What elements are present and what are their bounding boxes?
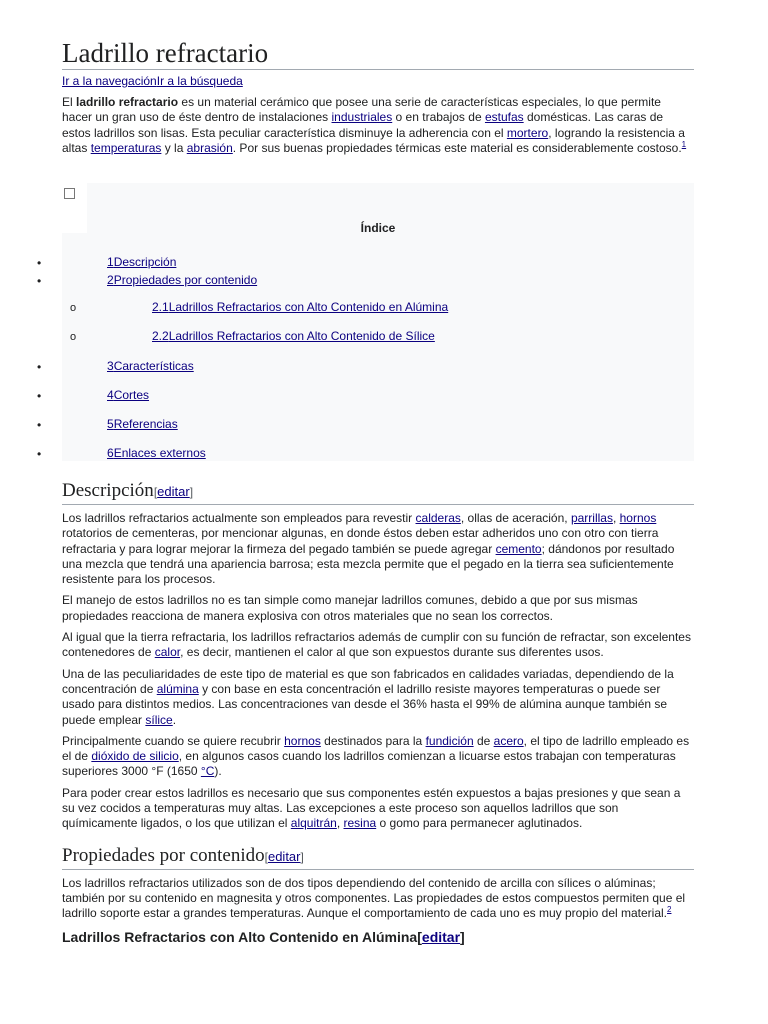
toc-bullet: • [37,256,42,270]
jump-links [62,74,694,89]
toc-item-cortes[interactable]: 4Cortes [107,388,150,402]
intro-text: o en trabajos de [392,110,485,125]
toc-item-alumina[interactable]: 2.1Ladrillos Refractarios con Alto Contenido en Alúmina [152,300,449,314]
section-heading-descripcion [62,479,694,505]
toc-item-propiedades[interactable]: 2Propiedades por contenido [107,273,258,287]
article-content [62,0,694,156]
link-calor[interactable]: calor [154,645,181,660]
intro-text: domésticas. Las caras de estos ladrillos son lisas. Esta peculiar característica disminuye la adherencia con el [62,110,664,140]
link-parrillas[interactable]: parrillas [570,511,613,525]
intro-bold-term: ladrillo refractario [76,95,179,109]
toc-bullet: • [37,418,42,432]
toc-title: Índice [360,221,396,235]
reference-link-1[interactable]: 1 [681,139,687,149]
toc-item-caracteristicas[interactable]: 3Características [107,359,194,373]
section-heading-text: Descripción [62,480,154,501]
intro-text: El [62,95,77,109]
edit-section: [editar] [417,928,465,945]
link-alquitran[interactable]: alquitrán [290,816,337,831]
link-fundicion[interactable]: fundición [425,733,474,748]
link-dioxido-de-silicio[interactable]: dióxido de silicio [91,749,179,764]
intro-text: . Por sus buenas propiedades térmicas este material es considerablemente costoso. [232,140,682,155]
link-mortero[interactable]: mortero [506,125,549,140]
intro-text: , logrando la resistencia a altas [62,125,685,155]
subsection-heading-text: Ladrillos Refractarios con Alto Contenido en Alúmina [62,928,418,945]
edit-link[interactable]: editar [267,848,301,864]
link-industriales[interactable]: industriales [331,110,393,125]
toc-toggle-checkbox[interactable] [64,188,75,199]
paragraph: Para poder crear estos ladrillos es necesario que sus componentes estén expuestos a bajas presiones y que sean a su vez cocidos a temperaturas muy altas. Las excepciones a este proceso son aquellos ladrillos que son químicamente ligados, o los que utilizan el alquitrán, resina o gomo para permanecer aglutinados. [62,785,681,831]
toc-item-enlaces[interactable]: 6Enlaces externos [107,446,206,460]
link-acero[interactable]: acero [493,733,524,748]
toc-item-descripcion[interactable]: 1Descripción [107,255,177,269]
toc-item-silice[interactable]: 2.2Ladrillos Refractarios con Alto Contenido de Sílice [152,329,435,343]
paragraph: Principalmente cuando se quiere recubrir hornos destinados para la fundición de acero, el tipo de ladrillo empleado es el de dióxido de silicio, en algunos casos cuando los ladrillos comienzan a licuarse estos trabajan con temperaturas superiores 3000 °F (1650 °C). [62,733,690,779]
intro-text: es un material cerámico que posee una serie de características especiales, lo que permite hacer un gran uso de éste dentro de instalaciones [62,95,661,125]
reference-link-2[interactable]: 2 [667,905,672,915]
edit-section: [editar] [153,484,194,499]
jump-to-navigation-link[interactable]: Ir a la navegación [62,74,157,88]
section-heading-propiedades [62,844,694,870]
toc-bullet: • [37,447,42,461]
paragraph: Una de las peculiaridades de este tipo de material es que son fabricados en calidades variadas, dependiendo de la concentración de alúmina y con base en esta concentración el ladrillo resiste mayores temperaturas o puede ser usado para distintos medios. Las concentraciones van desde el 36% hasta el 99% de alúmina aunque también se puede emplear sílice. [62,666,674,727]
intro-text: y la [161,140,187,155]
toc-sub-bullet: o [70,331,77,343]
link-calderas[interactable]: calderas [415,511,461,525]
toc-item-referencias[interactable]: 5Referencias [107,417,178,431]
section-heading-text: Propiedades por contenido [62,844,265,866]
subsection-heading-alumina [62,928,694,946]
link-temperaturas[interactable]: temperaturas [90,140,162,155]
paragraph: El manejo de estos ladrillos no es tan simple como manejar ladrillos comunes, debido a que por sus mismas propiedades reacciona de manera explosiva con otros materiales que no sean los correctos. [62,593,638,623]
paragraph: Al igual que la tierra refractaria, los ladrillos refractarios además de cumplir con su función de refractar, son excelentes contenedores de calor, es decir, mantienen el calor al que son expuestos durante sus diferentes usos. [62,630,691,660]
edit-link[interactable]: editar [157,484,190,499]
link-cemento[interactable]: cemento [495,541,542,556]
link-hornos[interactable]: hornos [619,511,657,525]
link-abrasion[interactable]: abrasión [186,140,233,155]
jump-to-search-link[interactable]: Ir a la búsqueda [156,74,243,88]
paragraph: Los ladrillos refractarios actualmente son empleados para revestir calderas, ollas de aceración, parrillas, hornos rotatorios de cementeras, por mencionar algunas, en donde éstos deben estar adheridos uno con otro con tierra refractaria y para lograr mejorar la firmeza del pegado también se puede agregar cemento; dándonos por resultado una mezcla que tendrá una apariencia barrosa; esta mezcla permite que el pegado en la tierra sea suficientemente resistente para los procesos. [62,511,675,587]
link-estufas[interactable]: estufas [484,110,524,125]
link-silice[interactable]: sílice [145,712,173,727]
page-title: Ladrillo refractario [62,0,694,70]
link-hornos[interactable]: hornos [284,733,321,748]
link-resina[interactable]: resina [343,816,377,831]
link-celsius[interactable]: °C [200,764,215,779]
toc-bullet: • [37,360,42,374]
edit-link[interactable]: editar [421,928,461,945]
link-alumina[interactable]: alúmina [156,681,199,696]
edit-section: [editar] [264,848,304,864]
toc-bullet: • [37,389,42,403]
toc-sub-bullet: o [70,302,77,314]
article-sections [62,479,694,946]
intro-paragraph [62,95,694,156]
paragraph: Los ladrillos refractarios utilizados son de dos tipos dependiendo del contenido de arcilla con sílices o alúminas; también por su contenido en magnesita y otros componentes. Las propiedades de estos compuestos permiten que el ladrillo soporte estar a grandes temperaturas. Aunque el comportamiento de cada uno es muy propio del material.$^2$ [62,875,686,921]
toc-bullet: • [37,274,42,288]
